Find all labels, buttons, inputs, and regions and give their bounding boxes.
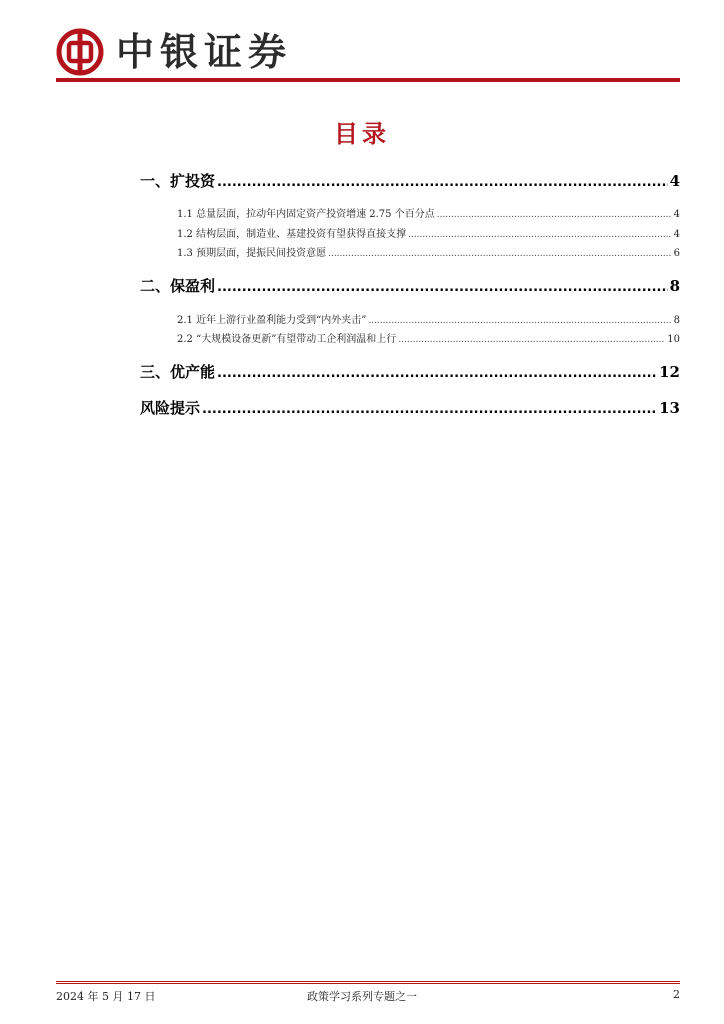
toc-entry-2-2[interactable] xyxy=(177,330,680,345)
toc-entry-1-2[interactable] xyxy=(177,225,680,240)
toc-entry-1-3[interactable] xyxy=(177,244,680,259)
dot-leader xyxy=(217,280,668,295)
toc-entry-page: 8 xyxy=(669,277,680,295)
dot-leader xyxy=(437,210,672,220)
page-number: 2 xyxy=(673,988,680,1001)
report-header xyxy=(56,22,680,84)
toc-entry-section-1[interactable] xyxy=(140,170,680,191)
toc-title: 目录 xyxy=(334,120,390,148)
toc-entry-label: 2.2 “大规模设备更新”有望带动工企利润温和上行 xyxy=(177,334,397,345)
toc-entry-page: 13 xyxy=(659,399,680,417)
toc-entry-page: 10 xyxy=(667,334,680,345)
toc-entry-label: 1.3 预期层面，提振民间投资意愿 xyxy=(177,248,327,259)
dot-leader xyxy=(217,366,657,381)
toc-entry-1-1[interactable] xyxy=(177,205,680,220)
footer-divider-secondary xyxy=(56,983,680,984)
toc-entry-page: 8 xyxy=(673,315,680,326)
dot-leader xyxy=(368,316,671,326)
header-divider xyxy=(56,78,680,82)
dot-leader xyxy=(408,230,672,240)
toc-entry-page: 4 xyxy=(673,229,680,240)
toc-entry-risk-warning[interactable] xyxy=(140,397,680,418)
dot-leader xyxy=(217,175,668,190)
dot-leader xyxy=(328,249,672,259)
toc-entry-section-2[interactable] xyxy=(140,275,680,296)
report-date: 2024 年 5 月 17 日 xyxy=(56,990,156,1003)
toc-entry-label: 二、保盈利 xyxy=(140,277,216,295)
brand-name: 中银证券 xyxy=(116,30,293,74)
toc-entry-page: 4 xyxy=(669,172,680,190)
toc-entry-label: 一、扩投资 xyxy=(140,172,216,190)
report-series: 政策学习系列专题之一 xyxy=(307,990,417,1003)
toc-entry-label: 三、优产能 xyxy=(140,363,216,381)
dot-leader xyxy=(398,335,665,345)
toc-entry-page: 4 xyxy=(673,209,680,220)
dot-leader xyxy=(202,402,657,417)
toc-entry-section-3[interactable] xyxy=(140,361,680,382)
toc-entry-label: 风险提示 xyxy=(140,399,201,417)
footer-divider xyxy=(56,981,680,982)
toc-entry-2-1[interactable] xyxy=(177,311,680,326)
toc-entry-label: 2.1 近年上游行业盈利能力受到“内外夹击” xyxy=(177,315,367,326)
toc-entry-page: 6 xyxy=(673,248,680,259)
toc-entry-page: 12 xyxy=(659,363,680,381)
toc-entry-label: 1.1 总量层面，拉动年内固定资产投资增速 2.75 个百分点 xyxy=(177,209,435,220)
toc-entry-label: 1.2 结构层面，制造业、基建投资有望获得直接支撑 xyxy=(177,229,407,240)
bank-of-china-logo-icon xyxy=(56,28,104,76)
